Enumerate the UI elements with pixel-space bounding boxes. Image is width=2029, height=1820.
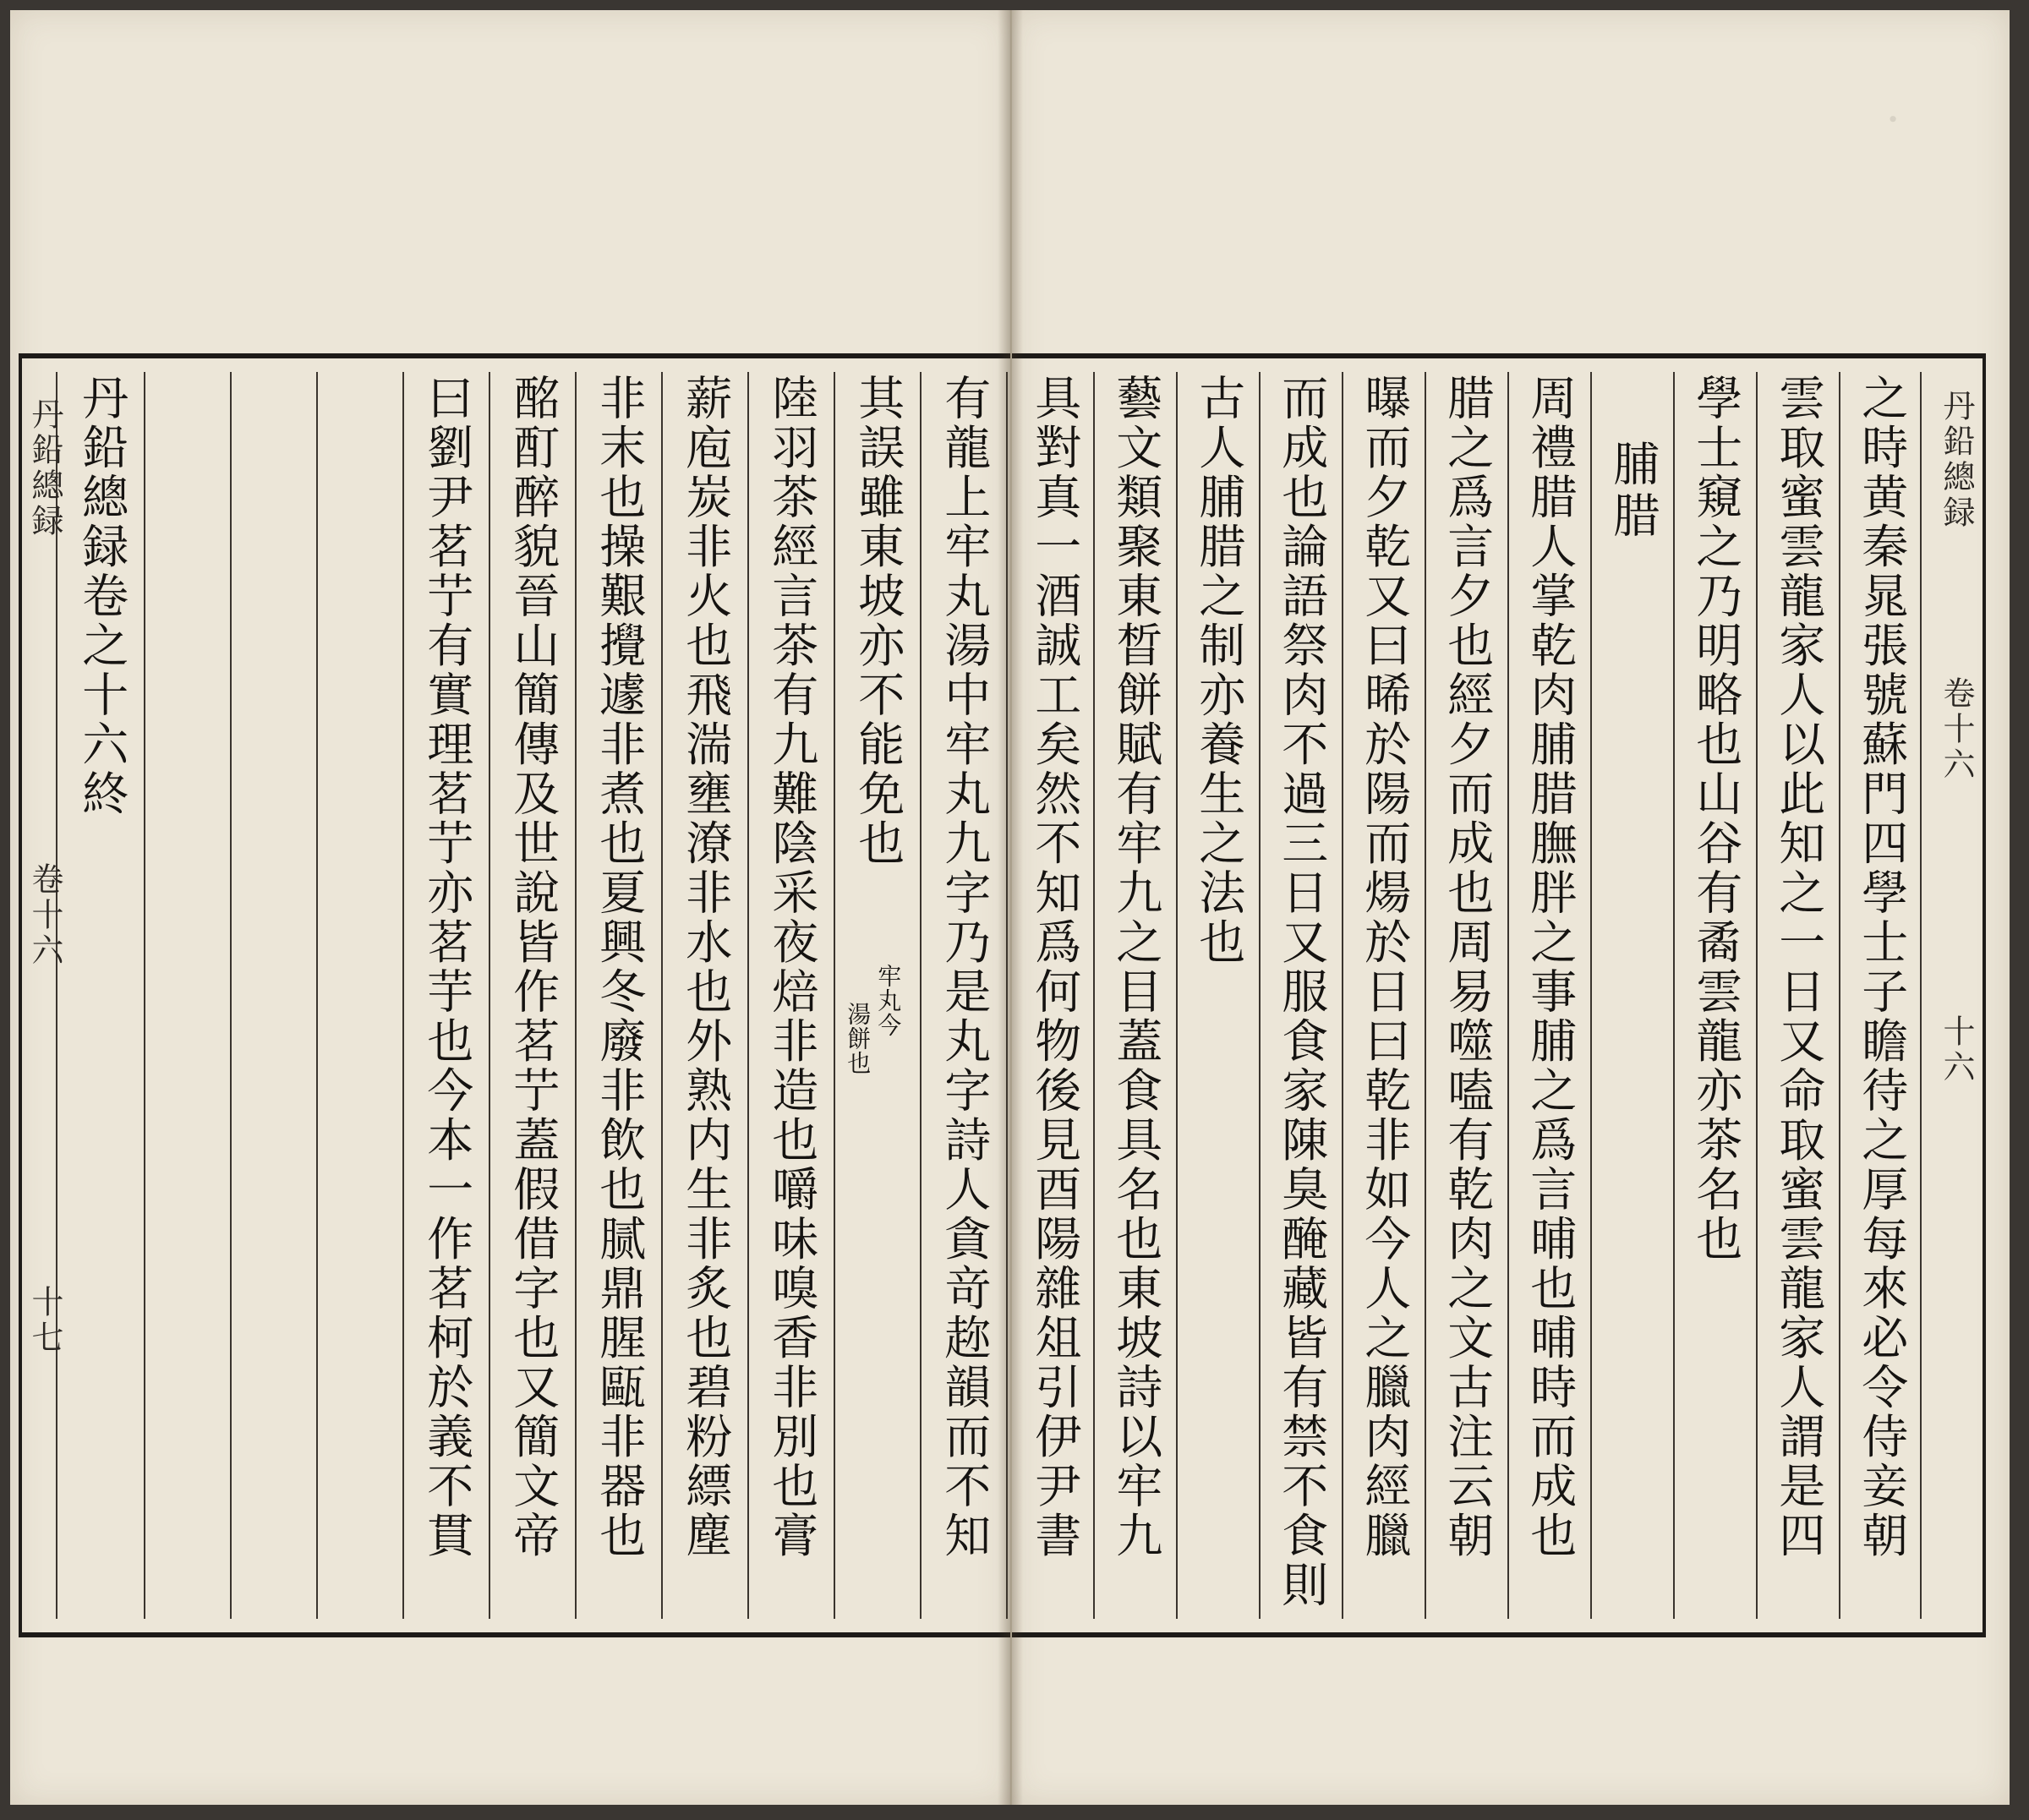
empty-column bbox=[316, 372, 404, 1619]
column-text: 有龍上牢丸湯中牢丸九字乃是丸字詩人貪竒趂韻而不知 bbox=[937, 374, 992, 1560]
right-page-frame bbox=[1012, 353, 1986, 1637]
margin-juan-label: 卷十六 bbox=[1938, 676, 1975, 783]
left-page-frame bbox=[19, 353, 1010, 1637]
text-column bbox=[1012, 372, 1095, 1619]
text-column bbox=[489, 372, 577, 1619]
text-column bbox=[1093, 372, 1178, 1619]
right-page bbox=[1011, 10, 2010, 1805]
text-column bbox=[747, 372, 835, 1619]
text-column bbox=[1590, 372, 1675, 1619]
interlinear-note-right: 牢丸今 bbox=[874, 964, 903, 1037]
end-title-column bbox=[56, 372, 145, 1619]
column-text: 雲取蜜雲龍家人以此知之一日又命取蜜雲龍家人謂是四 bbox=[1771, 374, 1826, 1560]
text-column bbox=[834, 372, 922, 1619]
text-column bbox=[1342, 372, 1426, 1619]
margin-juan-label: 卷十六 bbox=[26, 862, 63, 969]
column-text: 曝而夕乾又曰晞於陽而煬於日曰乾非如今人之臘肉經臘 bbox=[1357, 374, 1412, 1560]
column-text: 薪庖炭非火也飛湍壅潦非水也外熟内生非炙也碧粉縹塵 bbox=[678, 374, 733, 1560]
text-column bbox=[1176, 372, 1261, 1619]
text-column bbox=[1259, 372, 1343, 1619]
banxin-edge bbox=[1920, 372, 1984, 1619]
column-text: 周禮腊人掌乾肉脯腊膴胖之事脯之爲言晡也晡時而成也 bbox=[1523, 374, 1578, 1560]
book-gutter bbox=[998, 10, 1023, 1805]
text-column bbox=[575, 372, 663, 1619]
margin-book-title: 丹鉛總録 bbox=[1938, 389, 1975, 531]
text-column bbox=[920, 372, 1008, 1619]
column-text: 古人脯腊之制亦養生之法也 bbox=[1191, 374, 1246, 967]
banxin-edge bbox=[22, 372, 63, 1619]
interlinear-note-left: 湯餅也 bbox=[844, 1002, 872, 1075]
margin-book-title: 丹鉛總録 bbox=[26, 397, 63, 539]
column-text: 其誤雖東坡亦不能免也 bbox=[850, 374, 905, 868]
empty-column bbox=[230, 372, 318, 1619]
column-text: 而成也論語祭肉不過三日又服食家陳臭醃藏皆有禁不食則 bbox=[1274, 374, 1329, 1610]
text-column bbox=[661, 372, 749, 1619]
column-text: 藝文類聚東晳餅賦有牢九之目蓋食具名也東坡詩以牢九 bbox=[1108, 374, 1163, 1560]
column-text: 非末也操艱攪遽非煮也夏興冬廢非飲也腻鼎腥甌非器也 bbox=[592, 374, 647, 1560]
text-column bbox=[1673, 372, 1758, 1619]
text-column bbox=[1425, 372, 1509, 1619]
left-page bbox=[10, 10, 1011, 1805]
column-text: 酩酊醉貌晉山簡傳及世說皆作茗艼蓋假借字也又簡文帝 bbox=[506, 374, 561, 1560]
text-column bbox=[1839, 372, 1922, 1619]
column-text: 曰劉尹茗艼有實理茗艼亦茗芋也今本一作茗柯於義不貫 bbox=[419, 374, 474, 1560]
bleed-through-marks: · bbox=[1866, 112, 1920, 129]
column-text: 腊之爲言夕也經夕而成也周易噬嗑有乾肉之文古注云朝 bbox=[1440, 374, 1495, 1560]
column-text: 具對真一酒誠工矣然不知爲何物後見酉陽雜俎引伊尹書 bbox=[1027, 374, 1082, 1560]
text-column bbox=[1756, 372, 1840, 1619]
column-text: 學士窺之乃明略也山谷有矞雲龍亦茶名也 bbox=[1688, 374, 1743, 1264]
margin-folio-number: 十六 bbox=[1938, 1014, 1975, 1085]
column-text: 陸羽茶經言茶有九難陰采夜焙非造也嚼味嗅香非別也膏 bbox=[764, 374, 819, 1560]
juan-end-title: 丹鉛總録卷之十六終 bbox=[74, 374, 129, 819]
text-column bbox=[1507, 372, 1592, 1619]
margin-folio-number: 十七 bbox=[26, 1285, 63, 1356]
column-text: 之時黄秦晁張號蘇門四學士子瞻待之厚每來必令侍妾朝 bbox=[1854, 374, 1909, 1560]
section-heading: 脯腊 bbox=[1605, 440, 1660, 543]
empty-column bbox=[144, 372, 232, 1619]
text-column bbox=[402, 372, 490, 1619]
